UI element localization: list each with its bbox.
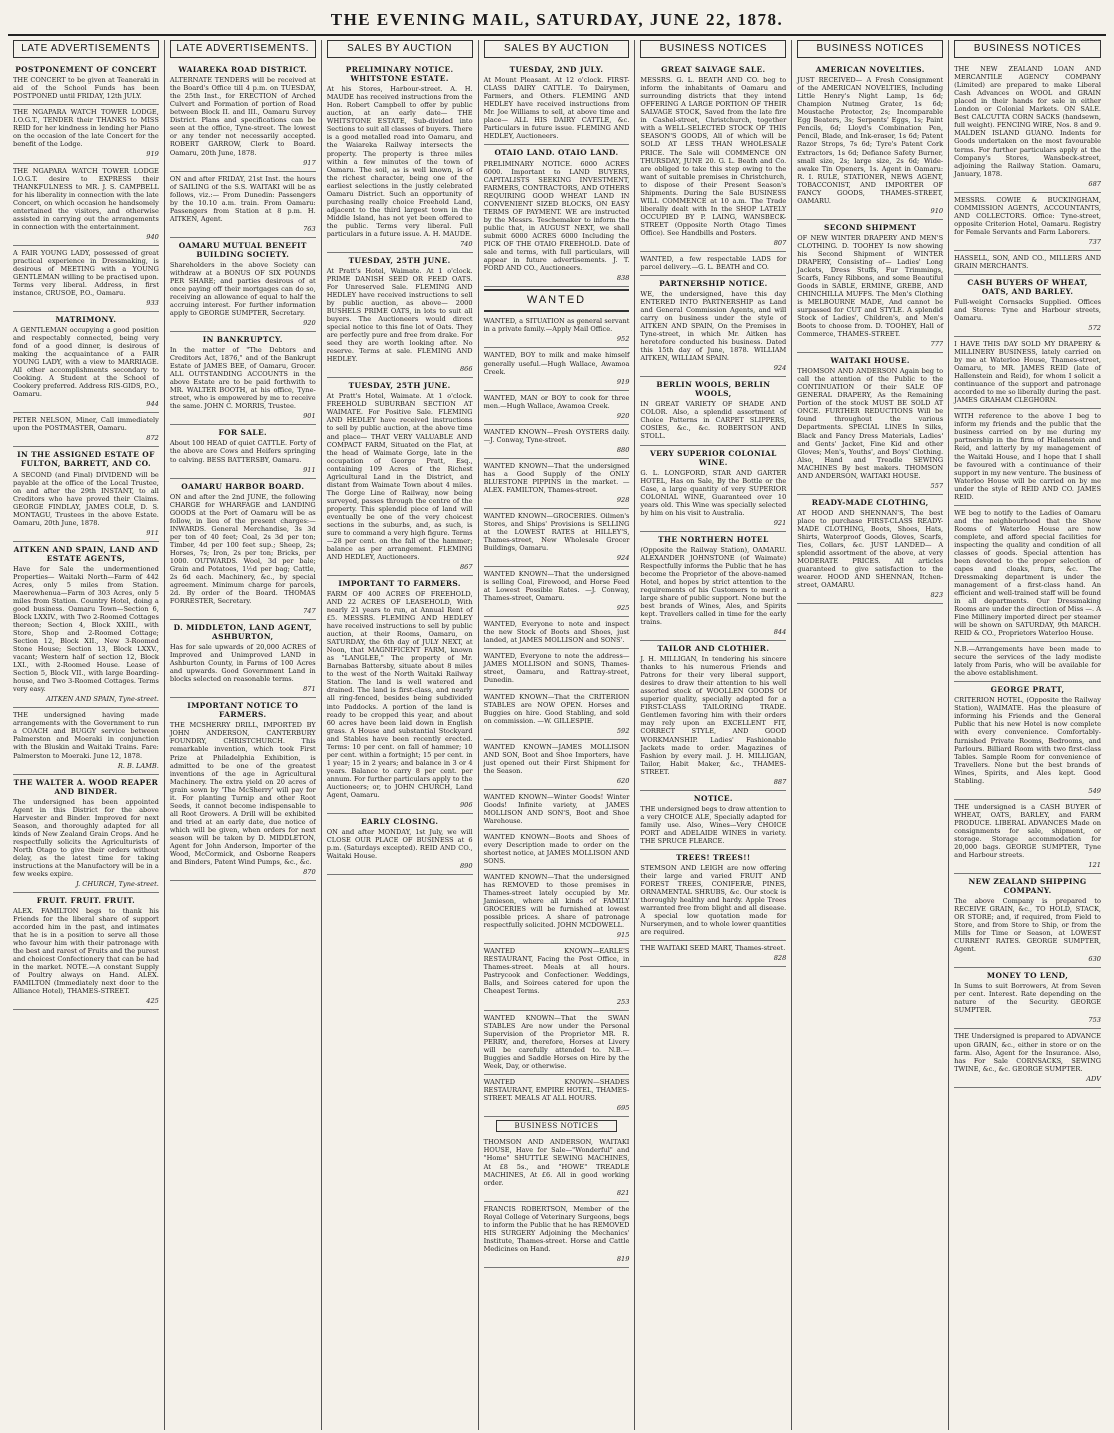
ad-reference-number: 911 xyxy=(303,465,316,474)
ad-reference-number: 687 xyxy=(1088,179,1101,188)
ad-title: TUESDAY, 25TH JUNE. xyxy=(348,255,451,265)
advertisement xyxy=(954,337,1101,409)
ad-reference-number: 821 xyxy=(616,1188,630,1197)
ad-reference-number: 425 xyxy=(146,997,159,1006)
advertisement xyxy=(484,314,630,348)
ad-title: TREES! TREES!! xyxy=(676,852,751,862)
advertisement xyxy=(170,172,316,238)
advertisement xyxy=(13,164,159,246)
ad-body: WANTED KNOWN—That the undersigned has a Good Supply of the ONLY BLUESTONE PIPPINS in the market. —ALEX. FAMILTON, Thames-street. xyxy=(483,461,630,494)
ad-body: ON and after the 2nd JUNE, the following CHARGE for WHARFAGE and LANDING GOODS at the Port of Oamaru will be as follow, in lieu of the present charges:— INWARDS. General Merchandise, 3s 3d per ton of 40 feet; Coal, 2s 3d per ton; Timber, 4d per 100 feet sup.; Sheep, 2s; Horses, 7s; Iron, 2s per ton; Bricks, per 1000. OUTWARDS. Wool, 3d per bale; Grain and Potatoes, 1½d per bag; Cattle, 2s 6d each. Machinery, &c., by special agreement. Minimum charge for parcels, 2d. By order of the Board. THOMAS FORRESTER, Secretary. xyxy=(169,492,316,605)
advertisement xyxy=(954,275,1101,337)
advertisement xyxy=(170,332,316,425)
ad-title: WAITAKI HOUSE. xyxy=(830,356,910,366)
ad-body: WANTED KNOWN—Fresh OYSTERS daily.—J. Conway, Tyne-street. xyxy=(483,427,630,444)
advertisement xyxy=(327,253,473,378)
advertisement xyxy=(797,495,943,604)
advertisement xyxy=(484,870,630,944)
ad-reference-number: 620 xyxy=(616,776,630,785)
ad-title: READY-MADE CLOTHING, xyxy=(811,497,929,507)
advertisement xyxy=(170,479,316,621)
ad-body: WANTED KNOWN—EARLE'S RESTAURANT, Facing the Post Office, in Thames-street. Meals at all hours. Pastrycook and Confectioner. Weddings, Balls, and Soirees catered for upon the Cheapest Terms. xyxy=(483,947,630,996)
advertisement xyxy=(484,62,630,145)
column-header: SALES BY AUCTION xyxy=(484,40,630,58)
ad-body: At Mount Pleasant. At 12 o'clock. FIRST-CLASS DAIRY CATTLE. To Dairymen, Farmers, and Others. FLEMING AND HEDLEY have received instructions from Mr. Joe Williams to sell, at above time and place— ALL HIS DAIRY CATTLE, &c. Particulars in future issue. FLEMING AND HEDLEY, Auctioneers. xyxy=(483,76,630,141)
ad-title: TUESDAY, 2ND JULY. xyxy=(509,65,604,75)
ad-title: THE WALTER A. WOOD REAPER AND BINDER. xyxy=(13,777,159,796)
ad-body: WANTED, BOY to milk and make himself generally useful.—Hugh Wallace, Awamoa Creek. xyxy=(483,351,630,376)
ad-body: MESSRS. COWIE & BUCKINGHAM, COMMISSION AGENTS, ACCOUNTANTS, AND COLLECTORS. Office: Tyne-street, opposite Criterion Hotel, Oamaru. Registry for Female Servants and Farm Laborers. xyxy=(954,195,1101,236)
ad-reference-number: 919 xyxy=(146,150,159,159)
ad-reference-number: ADV xyxy=(1086,1074,1101,1083)
ad-title: OAMARU HARBOR BOARD. xyxy=(181,481,305,491)
ad-title: FOR SALE. xyxy=(218,428,268,438)
advertisement xyxy=(954,1029,1101,1087)
ad-reference-number: 906 xyxy=(459,800,473,809)
ad-reference-number: 253 xyxy=(616,997,630,1006)
ad-body: J. H. MILLIGAN, In tendering his sincere thanks to his numerous Friends and Patrons for their very liberal support, desires to draw their attention to his well assorted stock of WOOLLEN GOODS Of superior quality, specially adapted for a FIRST-CLASS TAILORING TRADE. Gentlemen favoring him with their orders may rely upon an EXCELLENT FIT, CORRECT STYLE, AND GOOD WORKMANSHIP. Ladies' Fashionable Jackets made to order. Magazines of Fashion by every mail. J. H. MILLIGAN, Tailor, Habit Maker, &c., THAMES-STREET. xyxy=(640,655,787,776)
ad-title: OAMARU MUTUAL BENEFIT BUILDING SOCIETY. xyxy=(178,240,307,259)
ad-reference-number: 924 xyxy=(616,554,630,563)
newspaper-columns xyxy=(8,40,1106,1430)
ad-body: A GENTLEMAN occupying a good position and respectably connected, being very fond of a good dinner, is desirous of making the acquaintance of a FAIR YOUNG LADY, with a view to MARRIAGE. All other accomplishments secondary to Cooking. A Student at the School of Cookery preferred. Address RIS-GIDS, P.O., Oamaru. xyxy=(13,326,159,399)
ad-body: (Opposite the Railway Station), OAMARU. ALEXANDER JOHNSTONE (of Waimate) Respectfully informs the Public that he has become the Proprietor of the above-named Hotel, and hopes by strict attention to the requirements of his Customers to merit a large share of public support. None but the best brands of Wines, Ales, and Spirits kept. Travellers called in time for the early trains. xyxy=(640,545,787,627)
advertisement xyxy=(13,542,159,709)
ad-reference-number: 910 xyxy=(930,206,944,215)
ad-title: CASH BUYERS OF WHEAT, OATS, AND BARLEY. xyxy=(967,277,1088,296)
advertisement xyxy=(954,800,1101,874)
ad-body: IN GREAT VARIETY OF SHADE AND COLOR. Also, a splendid assortment of Choice Patterns in CARPET SLIPPERS, COSIES, &c., &c. ROBERTSON AND STOLL. xyxy=(640,400,787,441)
advertisement xyxy=(954,193,1101,251)
section-banner: BUSINESS NOTICES xyxy=(496,1120,618,1133)
ad-reference-number: 737 xyxy=(1088,237,1101,246)
advertisement xyxy=(484,617,630,649)
ad-reference-number: 871 xyxy=(303,685,316,694)
column-sales-by-auction-1 xyxy=(322,40,479,1430)
advertisement xyxy=(484,459,630,509)
ad-title: WAIAREKA ROAD DISTRICT. xyxy=(178,65,308,75)
ad-reference-number: 924 xyxy=(773,364,787,373)
ad-body: THE NEW ZEALAND LOAN AND MERCANTILE AGENCY COMPANY (Limited) are prepared to make Liberal Cash Advances on WOOL and GRAIN placed in their hands for sale in either London or Colonial Markets. ON SALE. Best CALCUTTA CORN SACKS (handsewn, full weight). FENCING WIRE, Nos. 8 and 9. MALDEN ISLAND GUANO. Indents for Goods undertaken on the most favourable terms. For further particulars apply at the Company's Stores, Wansbeck-street, adjoining the Railway Station. Oamaru, January, 1878. xyxy=(954,65,1101,178)
ad-body: At Pratt's Hotel, Waimate. At 1 o'clock. PRIME DANISH SEED OR FEED OATS. For Unreserved Sale. FLEMING AND HEDLEY have received instructions to sell by public auction, as above— 2000 BUSHELS PRIME OATS, in lots to suit all buyers. The Auctioneers would direct special notice to this fine lot of Oats. They are perfectly pure and free from drake. For seed they are worth looking after. No reserve. Terms at sale. FLEMING AND HEDLEY. xyxy=(326,266,473,364)
ad-reference-number: 925 xyxy=(616,604,630,613)
ad-body: Has for sale upwards of 20,000 ACRES of Improved and Unimproved LAND in Ashburton County, in Farms of 100 Acres and upwards. Good Government Land in blocks selected on reasonable terms. xyxy=(169,643,316,684)
ad-title: AITKEN AND SPAIN, LAND AND ESTATE AGENTS, xyxy=(13,544,159,563)
ad-reference-number: 933 xyxy=(146,298,159,307)
advertisement xyxy=(797,353,943,495)
ad-reference-number: 592 xyxy=(616,726,630,735)
ad-body: WANTED, Everyone to note and inspect the new Stock of Boots and Shoes, just landed, at JAMES MOLLISON and SONS'. xyxy=(483,620,630,645)
ad-body: THOMSON AND ANDERSON, WAITAKI HOUSE, Have for Sale—"Wonderful" and "Home" SHUTTLE SEWING MACHINES, At £8 5s., and "HOWE" TREADLE MACHINES, At £6. All in good working order. xyxy=(483,1138,630,1187)
advertisement xyxy=(327,814,473,875)
ad-body: THE Undersigned is prepared to ADVANCE upon GRAIN, &c., either in store or on the farm. Also, Agent for the Insurance. Also, has For Sale CORNSACKS, SEWING TWINE, &c., &c. GEORGE SUMPTER. xyxy=(954,1032,1101,1073)
advertisement xyxy=(13,246,159,312)
advertisement xyxy=(327,62,473,253)
ad-body: STEMSON AND LEIGH are now offering their large and varied FRUIT AND FOREST TREES, CONIFERÆ, PINES, ORNAMENTAL SHRUBS, &c. Our stock is thoroughly healthy and hardy. Apple Trees warranted free from blight and all disease. A special low quotation made for Nurserymen, and to whole lower quantities are required. xyxy=(640,863,787,937)
ad-reference-number: 844 xyxy=(773,628,787,637)
column-late-advertisements-1 xyxy=(8,40,165,1430)
ad-body: WANTED KNOWN—JAMES MOLLISON AND SON, Boot and Shoe Importers, have just opened out their First Shipment for the Season. xyxy=(483,742,630,775)
ad-title: IN BANKRUPTCY. xyxy=(202,335,283,345)
advertisement xyxy=(484,1075,630,1117)
ad-reference-number: 890 xyxy=(459,862,473,871)
advertisement xyxy=(327,576,473,814)
ad-body: At his Stores, Harbour-street. A. H. MAUDE has received instructions from the Hon. Robert Campbell to offer by public auction, at an early date— THE WHITSTONE ESTATE, Sub-divided into Sections to suit all classes of buyers. There is a good metalled road into Oamaru, and the Waiareka Railway intersects the property. The property is three miles within a few minutes of the town of Oamaru. The soil, as is well known, is of the richest character, being one of the earliest selections in the justly celebrated Oamaru District. Such an opportunity of purchasing really choice Freehold Land, adjacent to the third largest town in the Middle Island, has not yet been offered to the public. Terms very liberal. Full particulars in a future issue. A. H. MAUDE. xyxy=(326,85,473,238)
ad-reference-number: 870 xyxy=(303,867,316,876)
ad-reference-number: 915 xyxy=(616,931,630,940)
ad-body: ALEX. FAMILTON begs to thank his Friends for the liberal share of support accorded him in the past, and intimates that he is in a position to serve all those who favour him with their patronage with the best and rarest of Fruits and the purest and choicest Confectionery that can be had in the market. NOTE.—A constant Supply of Poultry always on Hand. ALEX. FAMILTON (Immediately next door to the Alliance Hotel), THAMES-STREET. xyxy=(13,907,159,996)
ad-body: THOMSON AND ANDERSON Again beg to call the attention of the Public to the CONTINUATION Of their SALE OF GENERAL DRAPERY, As the Remaining Portion of the stock MUST BE SOLD AT ONCE. FURTHER REDUCTIONS Will be found throughout the various Departments. SPECIAL LINES In Silks, Black and Fancy Dress Materials, Ladies' and Gents' Jacket, Fine Kid and other Gloves; Men's, Youths', and Boys' Clothing. Also, Hand and Treadle SEWING MACHINES By best makers. THOMSON AND ANDERSON, WAITAKI HOUSE. xyxy=(797,367,944,480)
ad-body: At Pratt's Hotel, Waimate. At 1 o'clock. FREEHOLD SUBURBAN SECTION AT WAIMATE. For Positive Sale. FLEMING AND HEDLEY have received instructions to sell by public auction, at the above time and place— THAT VERY VALUABLE AND COMPACT FARM, Situated on the Flat, at the head of Waimate Gorge, late in the occupation of George Pratt, Esq., containing 109 Acres of the Richest Agricultural Land in the District, and distant from Waimate Town about 4 miles. The Gorge Line of Railway, now being surveyed, passes through the centre of the property. This splendid piece of land will eventually be one of the very choicest sections in the suburbs, and, as such, is sure to command a very high figure. Terms—28 per cent. on the fall of the hammer; balance as per arrangement. FLEMING AND HEDLEY, Auctioneers. xyxy=(326,392,473,561)
ad-title: PRELIMINARY NOTICE. WHITSTONE ESTATE. xyxy=(345,65,454,84)
ad-reference-number: 807 xyxy=(773,238,787,247)
ad-title: POSTPONEMENT OF CONCERT xyxy=(15,65,157,75)
ad-body: THE NGAPARA WATCH TOWER LODGE, I.O.G.T., TENDER their THANKS to MISS REID for her kindness in lending her Piano on the occasion of the late Concert for the benefit of the Lodge. xyxy=(13,108,159,149)
ad-title: AMERICAN NOVELTIES. xyxy=(815,65,925,75)
advertisement xyxy=(484,790,630,830)
ad-reference-number: J. CHURCH, Tyne-street. xyxy=(75,879,159,888)
advertisement xyxy=(13,105,159,163)
ad-body: In Sums to suit Borrowers, At from Seven per cent. Interest. Rate depending on the nature of the Security. GEORGE SUMPTER. xyxy=(954,982,1101,1015)
advertisement xyxy=(13,413,159,447)
advertisement xyxy=(954,409,1101,505)
ad-reference-number: 572 xyxy=(1088,324,1101,333)
ad-title: SECOND SHIPMENT xyxy=(823,222,917,232)
ad-title: NOTICE. xyxy=(693,793,733,803)
ad-reference-number: 630 xyxy=(1088,955,1101,964)
ad-reference-number: 740 xyxy=(459,239,473,248)
ad-reference-number: 777 xyxy=(930,340,944,349)
ad-reference-number: 753 xyxy=(1088,1016,1101,1025)
ad-reference-number: 763 xyxy=(303,224,316,233)
section-banner: WANTED xyxy=(484,289,630,312)
column-header: LATE ADVERTISEMENTS xyxy=(13,40,159,58)
ad-body: THE undersigned is a CASH BUYER of WHEAT, OATS, BARLEY, and FARM PRODUCE. LIBERAL ADVANCES Made on consignments for sale, shipment, or storage. Storage accommodation for 20,000 bags. GEORGE SUMPTER, Tyne and Harbour streets. xyxy=(954,802,1101,859)
ad-body: HASSELL, SON, AND CO., MILLERS AND GRAIN MERCHANTS. xyxy=(954,253,1101,270)
masthead: THE EVENING MAIL, SATURDAY, JUNE 22, 1878. xyxy=(8,6,1106,36)
ad-body: ALTERNATE TENDERS will be received at the Board's Office till 4 p.m. on TUESDAY, the 25th Inst., for ERECTION of Arched Culvert and Formation of portion of Road between Block II. and III., Oamaru Survey District. Plans and specifications can be seen at the office, Tyne-street. The lowest or any tender not necessarily accepted. ROBERT GARROW, Clerk to Board. Oamaru, 20th June, 1878. xyxy=(169,76,316,157)
advertisement xyxy=(484,830,630,870)
column-sales-by-auction-2 xyxy=(479,40,636,1430)
advertisement xyxy=(484,348,630,390)
ad-title: MATRIMONY. xyxy=(55,315,117,324)
advertisement xyxy=(484,567,630,617)
advertisement xyxy=(640,941,786,967)
ad-reference-number: 921 xyxy=(773,518,787,527)
column-business-notices-1 xyxy=(635,40,792,1430)
ad-title: TAILOR AND CLOTHIER. xyxy=(657,644,770,654)
ad-body: WANTED KNOWN—That the SWAN STABLES Are now under the Personal Supervision of the Proprietor MR. R. PERRY, and, therefore, Horses at Livery will be carefully attended to. N.B.—Buggies and Saddle Horses on Hire by the Week, Day, or otherwise. xyxy=(483,1013,630,1070)
ad-body: CRITERION HOTEL, (Opposite the Railway Station), WAIMATE. Has the pleasure of informing his Friends and the General Public that his new Hotel is now complete with every convenience. Comfortably-furnished Private Rooms, Bedrooms, and Parlours. Billiard Room with two first-class Tables. Sample Room for convenience of Travellers. None but the best brands of Wines, Spirits, and Ales kept. Good Stabling. xyxy=(954,696,1101,785)
ad-body: WANTED KNOWN—That the undersigned has REMOVED to those premises in Thames-street lately occupied by Mr. Jamieson, where all kinds of FAMILY GROCERIES will be furnished at lowest possible prices. A share of patronage respectfully solicited. JOHN MCDOWELL. xyxy=(483,873,630,930)
ad-body: WANTED, Everyone to note the address—JAMES MOLLISON and SONS, Thames-street, Oamaru, and Rattray-street, Dunedin. xyxy=(483,652,630,685)
ad-body: G. L. LONGFORD, STAR AND GARTER HOTEL, Has on Sale, By the Bottle or the Case, a large quantity of very SUPERIOR COLONIAL WINE, Guaranteed over 10 years old. This Wine was specially selected by him on his visit to Australia. xyxy=(640,468,787,517)
ad-body: FARM OF 400 ACRES OF FREEHOLD, AND 22 ACRES OF LEASEHOLD, With nearly 21 years to run, at Annual Rent of £5. MESSRS. FLEMING AND HEDLEY have received instructions to sell by public auction, at their Rooms, Oamaru, on SATURDAY, the 6th day of JULY NEXT, at Noon, that MAGNIFICENT FARM, known as "LANGLEE," The property of Mr. Barnabas Battersby, situate about 8 miles to the west of the North Waitaki Railway Station. The land is well watered and drained. The land is first-class, and nearly all ring-fenced, besides being subdivided into Paddocks. A portion of the land is ready to be cropped this year, and about 60 acres have been laid down in English grass. A House and substantial Stockyard and Stables have been recently erected. Terms: 10 per cent. on fall of hammer; 10 per cent. within a fortnight; 15 per cent. in 1 year; 15 in 2 years; and balance in 3 or 4 years. Balance to carry 8 per cent. per annum. For further particulars apply to the Auctioneers; or, to JOHN CHURCH, Land Agent, Oamaru. xyxy=(326,590,473,799)
ad-title: BERLIN WOOLS, BERLIN WOOLS, xyxy=(656,380,771,399)
ad-reference-number: 747 xyxy=(303,607,316,616)
ad-body: A SECOND (and Final) DIVIDEND will be payable at the office of the Local Trustee, on and after the 29th INSTANT, to all Creditors who have proved their Claims. GEORGE FINDLAY, JAMES COLE, D. S. MONTAGU, Trustees in the above Estate. Oamaru, 20th June, 1878. xyxy=(13,470,159,527)
advertisement xyxy=(640,377,786,445)
ad-reference-number: 944 xyxy=(146,400,159,409)
advertisement xyxy=(484,690,630,740)
advertisement xyxy=(484,425,630,459)
ad-body: Full-weight Cornsacks Supplied. Offices and Stores: Tyne and Harbour streets, Oamaru. xyxy=(954,297,1101,323)
ad-body: WANTED KNOWN—That the CRITERION STABLES are NOW OPEN. Horses and Buggies on hire. Good Stabling, and sold on commission. —W. GILLESPIE. xyxy=(483,692,630,725)
ad-reference-number: 557 xyxy=(930,481,944,490)
advertisement xyxy=(13,775,159,893)
advertisement xyxy=(640,532,786,641)
advertisement xyxy=(170,62,316,171)
ad-body: THE undersigned begs to draw attention to a very CHOICE ALE, Specially adapted for family use. Also, Wines—Very CHOICE PORT and ADELAIDE WINES in variety. THE SPRUCE FLEARCE. xyxy=(640,804,787,845)
advertisement xyxy=(13,708,159,774)
ad-reference-number: 823 xyxy=(930,591,944,600)
ad-reference-number: 911 xyxy=(146,528,159,537)
advertisement xyxy=(640,791,786,850)
ad-body: THE NGAPARA WATCH TOWER LODGE I.O.G.T. desire to EXPRESS their THANKFULNESS to MR. J. S. CAMPBELL for his liberality in connection with the late Concert, on which occasion he handsomely entertained the visitors, and otherwise assisted in carrying out the arrangements in connection with the entertainment. xyxy=(13,166,159,231)
advertisement xyxy=(954,874,1101,968)
advertisement xyxy=(484,649,630,689)
ad-body: About 100 HEAD of quiet CATTLE. Forty of the above are Cows and Heifers springing to calving. BESS BATTERSBY, Oamaru. xyxy=(169,439,316,464)
column-header: SALES BY AUCTION xyxy=(327,40,473,58)
ad-body: JUST RECEIVED— A Fresh Consignment of the AMERICAN NOVELTIES, Including Little Henry's Night Lamp, 1s 6d; Champion Nutmeg Grater, 1s 6d; Moustache Protector, 2s; Incomparable Egg Beaters, 3s; Serpents' Eggs, 1s; Paint Pencils, 6d; Lloyd's Combination Pen, Pencil, Blade, and Ink-eraser, 1s 6d; Patent Razor Strops, 7s 6d; Tyre's Patent Cork Extractors, 1s 6d; Defiance Safety Burner, small size, 2s; large size, 2s 6d; Wide-awake Tin Openers, 1s. Agent in Oamaru: R. I. RULE, STATIONER, NEWS AGENT, TOBACCONIST, AND IMPORTER OF FANCY GOODS, THAMES-STREET, OAMARU. xyxy=(797,76,944,205)
advertisement xyxy=(640,276,786,377)
ad-title: IN THE ASSIGNED ESTATE OF FULTON, BARRETT, AND CO. xyxy=(17,450,155,469)
ad-reference-number: 867 xyxy=(459,563,473,571)
advertisement xyxy=(954,968,1101,1029)
ad-body: N.B.—Arrangements have been made to secure the services of the lady modiste lately from Paris, who will be available for the above establishment. xyxy=(954,645,1101,678)
ad-reference-number: 887 xyxy=(773,777,787,786)
ad-body: THE WAITAKI SEED MART, Thames-street. xyxy=(640,944,786,953)
ad-reference-number: 952 xyxy=(616,335,630,344)
ad-reference-number: 838 xyxy=(616,273,630,282)
ad-title: VERY SUPERIOR COLONIAL WINE. xyxy=(649,448,777,467)
ad-body: WANTED KNOWN—SHADES RESTAURANT, EMPIRE HOTEL, THAMES-STREET. MEALS AT ALL HOURS. xyxy=(483,1077,630,1102)
ad-body: WANTED KNOWN—That the undersigned is selling Coal, Firewood, and Horse Feed at Lowest Possible Rates. —J. Conway, Thames-street, Oamaru. xyxy=(483,570,630,603)
column-business-notices-3 xyxy=(949,40,1106,1430)
ad-reference-number: AITKEN AND SPAIN, Tyne-street. xyxy=(46,695,159,704)
ad-body: OF NEW WINTER DRAPERY AND MEN'S CLOTHING. D. TOOHEY Is now showing his Second Shipment of WINTER DRAPERY, Consisting of— Ladies' Long Jackets, Dress Stuffs, Fur Trimmings, Scarfs, Fancy Ribbons, and some Beautiful Goods in SABLE, ERMINE, GREBE, AND CHINCHILLA MUFFS. The Men's Clothing is MELBOURNE MADE, And cannot be surpassed for CUT and STYLE. A splendid Stock of Ladies', Children's, and Men's Boots to choose from. D. TOOHEY, Hall of Commerce, THAMES-STREET. xyxy=(797,233,944,339)
ad-body: FRANCIS ROBERTSON, Member of the Royal College of Veterinary Surgeons, begs to inform the Public that he has REMOVED HIS SURGERY Adjoining the Mechanics' Institute, Thames-street. Horse and Cattle Medicines on Hand. xyxy=(483,1204,630,1253)
ad-body: WANTED KNOWN—Boots and Shoes of every Description made to order on the shortest notice, at JAMES MOLLISON AND SONS. xyxy=(483,832,630,866)
ad-title: GREAT SALVAGE SALE. xyxy=(661,65,766,75)
ad-reference-number: 920 xyxy=(303,319,316,328)
ad-body: In the matter of "The Debtors and Creditors Act, 1876," and of the Bankrupt Estate of JAMES BEE, of Oamaru, Grocer. ALL OUTSTANDING ACCOUNTS in the above Estate are to be paid forthwith to MR. WALTER BOOTH, at his office, Tyne-street, who is empowered by me to receive the same. JOHN C. MORRIS, Trustee. xyxy=(169,346,316,411)
ad-body: THE undersigned having made arrangements with the Government to run a COACH and BUGGY service between Palmerston and Moeraki in conjunction with the Bluskin and Waitaki Trains. Fare: Palmerston to Moeraki. June 12, 1878. xyxy=(13,711,159,760)
ad-title: OTAIO LAND. OTAIO LAND. xyxy=(494,148,619,158)
column-late-advertisements-2 xyxy=(165,40,322,1430)
ad-title: D. MIDDLETON, LAND AGENT, ASHBURTON, xyxy=(173,623,312,642)
ad-reference-number: 928 xyxy=(616,495,630,504)
advertisement xyxy=(954,62,1101,192)
advertisement xyxy=(484,1011,630,1075)
ad-body: ON and after FRIDAY, 21st Inst. the hours of SAILING of the S.S. WAITAKI will be as follows, viz.:— From Dunedin: Passengers by the 10.10 a.m. train. From Oamaru: Passengers from Station at 8 p.m. H. AITKEN, Agent. xyxy=(169,174,316,223)
advertisement xyxy=(484,1135,630,1201)
column-header: BUSINESS NOTICES xyxy=(797,40,943,58)
ad-body: THE CONCERT to be given at Teaneraki in aid of the School Funds has been POSTPONED until FRIDAY, 12th JULY. xyxy=(13,76,159,101)
ad-body: PETER NELSON, Miner, Call immediately upon the POSTMASTER, Oamaru. xyxy=(13,416,159,433)
advertisement xyxy=(170,238,316,332)
advertisement xyxy=(640,62,786,252)
ad-reference-number: 872 xyxy=(146,434,159,443)
ad-body: WANTED, a few respectable LADS for parcel delivery.—G. L. BEATH and CO. xyxy=(640,254,787,271)
advertisement xyxy=(954,642,1101,682)
ad-body: WE beg to notify to the Ladies of Oamaru and the neighbourhood that the Show Rooms of Waterloo House are now complete, and afford special facilities for inspecting the quality and condition of all classes of goods. Special attention has been devoted to the proper selection of capes and cloaks, furs, &c. The Dressmaking department is under the management of a first-class hand. An efficient and well-trained staff will be found in all departments. Our Dressmaking Rooms are under the direction of Miss —. A Fine Millinery imported direct per steamer will be shown on SATURDAY, 9th MARCH. REID & CO., Proprietors Waterloo House. xyxy=(954,508,1101,638)
advertisement xyxy=(170,620,316,698)
advertisement xyxy=(640,446,786,532)
advertisement xyxy=(327,378,473,576)
ad-title: PARTNERSHIP NOTICE. xyxy=(659,278,768,288)
ad-title: FRUIT. FRUIT. FRUIT. xyxy=(36,895,136,905)
advertisement xyxy=(170,698,316,881)
ad-reference-number: 880 xyxy=(616,445,630,454)
ad-body: The above Company is prepared to RECEIVE GRAIN, &c., TO HOLD, STACK, OR STORE; and, if required, from Field to Store, and from Store to Ship, or from the Mills for Time or Season, at LOWEST CURRENT RATES. GEORGE SUMPTER, Agent. xyxy=(954,897,1101,954)
advertisement xyxy=(484,1202,630,1268)
ad-body: WANTED KNOWN—Winter Goods! Winter Goods! Infinite variety, at JAMES MOLLISON AND SON'S, Boot and Shoe Warehouse. xyxy=(483,792,630,825)
ad-title: IMPORTANT NOTICE TO FARMERS. xyxy=(187,701,299,720)
ad-body: A FAIR YOUNG LADY, possessed of great practical experience in Dressmaking, is desirous of MEETING with a YOUNG GENTLEMAN willing to be practised upon. Terms very liberal. Address, in first instance, CRUSOE, P.O., Oamaru. xyxy=(13,248,159,297)
advertisement xyxy=(484,944,630,1010)
column-header: BUSINESS NOTICES xyxy=(640,40,786,58)
ad-reference-number: 920 xyxy=(616,411,630,420)
advertisement xyxy=(640,850,786,941)
ad-reference-number: 901 xyxy=(303,412,316,421)
column-business-notices-2 xyxy=(792,40,949,1430)
ad-body: ON and after MONDAY, 1st July, we will CLOSE OUR PLACE OF BUSINESS at 6 p.m. (Saturdays excepted). REID AND CO., Waitaki House. xyxy=(326,827,473,861)
ad-reference-number: 549 xyxy=(1088,786,1101,795)
ad-reference-number: 917 xyxy=(303,158,316,167)
ad-body: WANTED KNOWN—GROCERIES. Oilmen's Stores, and Ships' Provisions is SELLING at the LOWEST RATES at HILLEY'S, Thames-street, New Wholesale Grocer Buildings, Oamaru. xyxy=(483,511,630,553)
ad-title: GEORGE PRATT, xyxy=(990,685,1065,695)
ad-reference-number: 828 xyxy=(773,954,787,963)
ad-title: EARLY CLOSING. xyxy=(360,816,439,826)
ad-body: WITH reference to the above I beg to inform my friends and the public that the business carried on by me during my partnership in the firm of Hallenstein and Reid, and latterly by my management of the Waitaki House, and I hope that I shall be favoured with a continuance of their support in my new venture. The business of Waterloo House will be carried on by me under the style of REID AND CO. JAMES REID. xyxy=(954,412,1101,501)
column-header: BUSINESS NOTICES xyxy=(954,40,1101,58)
ad-title: NEW ZEALAND SHIPPING COMPANY. xyxy=(968,876,1087,895)
ad-body: WE, the undersigned, have this day ENTERED INTO PARTNERSHIP as Land and General Commission Agents, and will carry on business under the style of AITKEN AND SPAIN, On the Premises in Tyne-street, in which Mr. Aitken has heretofore conducted his business. Dated this 15th day of June, 1878. WILLIAM AITKEN, WILLIAM SPAIN. xyxy=(640,289,787,363)
ad-reference-number: 695 xyxy=(616,1103,630,1112)
advertisement xyxy=(640,641,786,791)
advertisement xyxy=(13,447,159,541)
ad-body: WANTED, a SITUATION as general servant in a private family.—Apply Mail Office. xyxy=(483,317,630,334)
advertisement xyxy=(640,252,786,276)
ad-reference-number: 121 xyxy=(1088,860,1101,869)
ad-title: MONEY TO LEND, xyxy=(986,971,1069,981)
ad-body: THE MCSHERRY DRILL, IMPORTED BY JOHN ANDERSON, CANTERBURY FOUNDRY, CHRISTCHURCH. This remarkable invention, which took First Prize at Philadelphia Exhibition, is admitted to be one of the greatest inventions of the age in Agricultural Machinery. The extra yield on 20 acres of grain sown by 'The McSherry' will pay for it. For planting Turnip and other Root Seeds, it cannot become indispensable to all Root Growers. A Drill will be exhibited and tried at an early date, due notice of which will be given, when orders for next season will be taken by D. MIDDLETON, Agent for John Anderson, Importer of the Wood, McCormick, and Osborne Reapers and Binders, Patent Wind Pumps, &c., &c. xyxy=(169,721,316,866)
ad-body: I HAVE THIS DAY SOLD MY DRAPERY & MILLINERY BUSINESS, lately carried on by me at Waterloo House, Thames-street, Oamaru, to MR. JAMES REID (late of Hallenstein and Reid), for whom I solicit a continuance of the support and patronage accorded to me so liberally during the past. JAMES GRAHAM CLEGHORN. xyxy=(954,340,1101,405)
advertisement xyxy=(954,682,1101,799)
advertisement xyxy=(797,62,943,220)
advertisement xyxy=(170,425,316,478)
ad-title: THE NORTHERN HOTEL xyxy=(658,534,769,544)
ad-body: The undersigned has been appointed Agent in this District for the above Harvester and Binder. Improved for next Season, and thoroughly adapted for all kinds of New Zealand Grain Crops. And he respectfully solicits the Agriculturists of North Otago to give their orders without delay, as the latest time for taking instructions at the Manufactory will be in a few weeks expire. xyxy=(13,797,159,878)
advertisement xyxy=(13,893,159,1010)
advertisement xyxy=(13,62,159,105)
ad-title: IMPORTANT TO FARMERS. xyxy=(338,579,461,589)
column-header: LATE ADVERTISEMENTS. xyxy=(170,40,316,58)
ad-reference-number: R. B. LAMB. xyxy=(117,761,159,770)
ad-body: Have for Sale the undermentioned Properties— Waitaki North—Farm of 442 Acres, only 5 miles from Station. Maerewhenua—Farm of 303 Acres, only 5 miles from Station. Country Hotel, doing a good business. Oamaru Town—Section 6, Block LXXIV., with Two 2-Roomed Cottages thereon; Section 4, Block XXIII., with Store, Shop and 2-Roomed Cottage; Section 12, Block XII., New 3-Roomed Stone House; Section 13, Block LXXV., vacant; Western half of section 12, Block LXI., with 2-Roomed House. Lease of Section 5, Block VII., with large Boarding-house, and Two 3-Roomed Cottages. Terms very easy. xyxy=(13,564,159,694)
ad-title: TUESDAY, 25TH JUNE. xyxy=(348,381,451,391)
advertisement xyxy=(484,391,630,425)
advertisement xyxy=(797,220,943,353)
ad-reference-number: 919 xyxy=(616,377,630,386)
advertisement xyxy=(484,740,630,790)
advertisement xyxy=(954,251,1101,275)
ad-reference-number: 819 xyxy=(616,1254,630,1263)
advertisement xyxy=(484,509,630,567)
ad-body: Shareholders in the above Society can withdraw at a BONUS OF SIX POUNDS PER SHARE; and parties desirous of at once paying off their mortgages can do so, receiving an allowance of equal to half the accruing interest. For further information apply to GEORGE SUMPTER, Secretary. xyxy=(169,260,316,318)
ad-body: WANTED, MAN or BOY to cook for three men.—Hugh Wallace, Awamoa Creek. xyxy=(483,393,630,410)
advertisement xyxy=(954,506,1101,643)
ad-body: AT HOOD AND SHENNAN'S, The best place to purchase FIRST-CLASS READY-MADE CLOTHING, Boots, Shoes, Hats, Shirts, Waterproof Goods, Gloves, Scarfs, Ties, Collars, &c. JUST LANDED— A splendid assortment of the above, at very MODERATE PRICES. All articles guaranteed to give satisfaction to the wearer. HOOD AND SHENNAN, Itchen-street, OAMARU. xyxy=(797,508,944,590)
ad-body: PRELIMINARY NOTICE. 6000 ACRES 6000. Important to LAND BUYERS, CAPITALISTS SEEKING INVESTMENT, FARMERS, CONTRACTORS, AND OTHERS REQUIRING GOOD WHEAT LAND IN CONVENIENT SIZED BLOCKS, ON EASY TERMS OF PAYMENT. WE are instructed by the Messrs. Teschemaker to inform the public that, in AUGUST NEXT, we shall submit 6000 ACRES 6000 Including the PICK OF THE OTAIO FREEHOLD. Date of sale and terms, with full particulars, will appear in future advertisements. J. T. FORD AND CO., Auctioneers. xyxy=(483,159,630,272)
ad-body: MESSRS. G. L. BEATH AND CO. beg to inform the inhabitants of Oamaru and surrounding districts that they intend OFFERING A LARGE PORTION OF THEIR SALVAGE STOCK, Saved from the late fire in Cashel-street, Christchurch, together with a WELL-SELECTED STOCK OF THIS SEASON'S GOODS, All of which will be SOLD AT LESS THAN WHOLESALE PRICE. The Sale will COMMENCE ON THURSDAY, JUNE 20. G. L. Beath and Co. are obliged to take this step owing to the want of suitable premises in Christchurch, to dispose of their Present Season's Shipments. During the Sale BUSINESS WILL COMMENCE at 10 a.m. The Trade liberally dealt with In the SHOP LATELY OCCUPIED BY P. LAING, WANSBECK-STREET (Opposite North Otago Times Office). See Handbills and Posters. xyxy=(640,76,787,237)
advertisement xyxy=(13,312,159,413)
advertisement xyxy=(484,145,630,287)
ad-reference-number: 940 xyxy=(146,232,159,241)
ad-reference-number: 866 xyxy=(459,365,473,374)
